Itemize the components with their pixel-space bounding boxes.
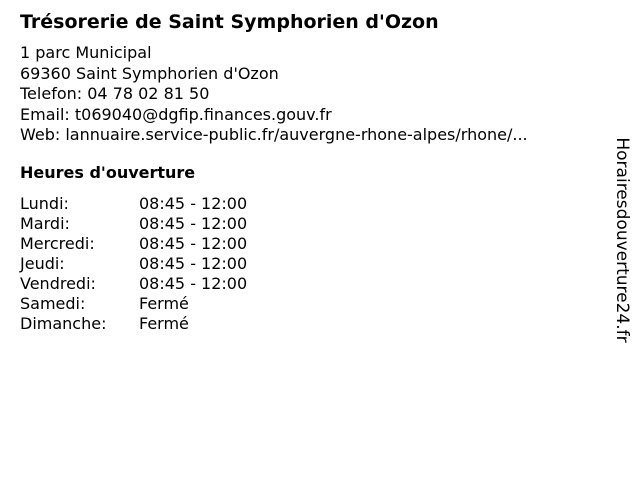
- day-label: Lundi:: [20, 194, 69, 213]
- time-value: 08:45 - 12:00: [139, 254, 248, 273]
- time-value: 08:45 - 12:00: [139, 214, 248, 233]
- brand-watermark: Horairesdouverture24.fr: [612, 137, 632, 343]
- day-label: Samedi:: [20, 294, 86, 313]
- day-label: Mardi:: [20, 214, 70, 233]
- contact-info: [20, 43, 528, 146]
- time-value: Fermé: [139, 294, 189, 313]
- city-address: 69360 Saint Symphorien d'Ozon: [20, 63, 279, 83]
- day-label: Dimanche:: [20, 314, 107, 333]
- time-value: Fermé: [139, 314, 189, 333]
- page-title: Trésorerie de Saint Symphorien d'Ozon: [20, 11, 439, 33]
- day-label: Jeudi:: [20, 254, 65, 273]
- street-address: 1 parc Municipal: [20, 43, 152, 62]
- phone-number: Telefon: 04 78 02 81 50: [20, 84, 210, 103]
- time-value: 08:45 - 12:00: [139, 194, 248, 213]
- website-link: Web: lannuaire.service-public.fr/auvergne-rhone-alpes/rhone/...: [20, 125, 528, 144]
- day-label: Vendredi:: [20, 274, 96, 293]
- email-address: Email: t069040@dgfip.finances.gouv.fr: [20, 104, 332, 124]
- time-value: 08:45 - 12:00: [139, 274, 248, 293]
- time-value: 08:45 - 12:00: [139, 234, 248, 253]
- hours-heading: Heures d'ouverture: [20, 163, 196, 182]
- day-label: Mercredi:: [20, 234, 95, 253]
